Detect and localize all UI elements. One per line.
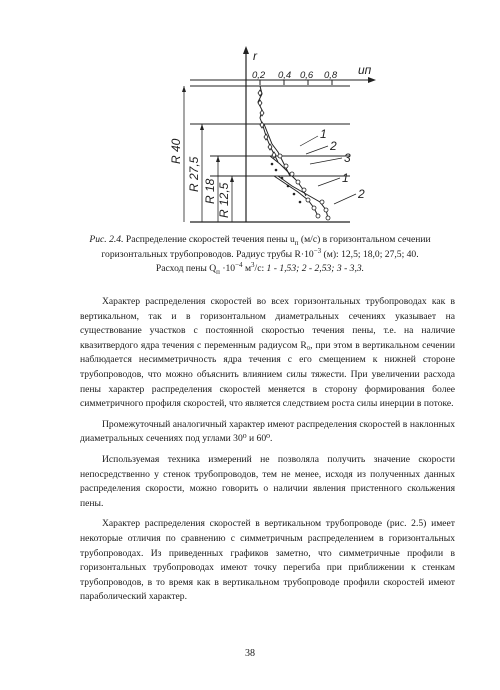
circle-marker [284, 164, 288, 168]
profile-r12-b [278, 176, 328, 218]
curve-label: 2 [358, 187, 365, 201]
leader-line [318, 178, 340, 186]
caption-text: ·10 [219, 263, 236, 274]
radius-label-r27: R 27,5 [187, 156, 201, 192]
dim-arrow [182, 86, 186, 92]
circle-marker [296, 180, 300, 184]
dot-marker [293, 193, 296, 196]
caption-sub: п [294, 238, 299, 247]
u-axis-label: uп [358, 63, 372, 77]
radius-label-r12: R 12,5 [217, 182, 231, 218]
caption-text: горизонтальных трубопроводов. Радиус трубы R·10 [101, 248, 314, 260]
dot-marker [287, 185, 290, 188]
r-axis-arrow [243, 46, 249, 54]
caption-text: (м/с) в горизонтальном сечении [298, 234, 431, 245]
dim-arrow [216, 156, 220, 162]
circle-marker [316, 214, 320, 218]
dim-arrow [200, 124, 204, 130]
caption-line-2 [70, 248, 450, 263]
leader-line [334, 194, 356, 204]
caption-text: Распределение скоростей течения пены u [125, 234, 295, 245]
page-number: 38 [245, 648, 255, 659]
circle-marker [326, 216, 330, 220]
curve-label: 2 [330, 139, 337, 153]
figure-caption [70, 233, 450, 277]
dot-marker [275, 169, 278, 172]
leader-line [306, 146, 328, 154]
circle-marker [312, 206, 316, 210]
circle-marker [306, 198, 310, 202]
circle-marker [320, 200, 324, 204]
dot-marker [281, 177, 284, 180]
velocity-figure [150, 44, 390, 240]
dot-marker [299, 201, 302, 204]
u-tick-label: 0,2 [252, 70, 266, 81]
dim-arrow [230, 176, 234, 182]
u-tick-label: 0,8 [324, 70, 338, 81]
u-tick-label: 0,4 [278, 70, 292, 81]
paragraph: Характер распределения скоростей во всех горизонтальных трубопроводах как в вертикальном, так и в горизонтальном диаметральных сечениях указывает на существование участков с постоянной скоростью течения пены, т.е. на наличие квазитвердого ядра течения с переменным радиусом R₀, при этом в вертикальном сечении наблюдается несимметричность ядра течения с его смещением к нижней стороне трубопроводов, что можно объяснить влиянием силы тяжести. При увеличении расхода пены характер распределения скоростей меняется в сторону формирования более симметричного профиля скоростей, что является следствием роста силы инерции в потоке. [80, 296, 455, 410]
caption-text: м [242, 263, 252, 274]
leader-line [300, 136, 318, 146]
circle-marker [324, 208, 328, 212]
circle-marker [302, 188, 306, 192]
caption-sup: −3 [313, 246, 322, 255]
caption-flow-values: 1 - 1,53; 2 - 2,53; 3 - 3,3. [266, 263, 365, 274]
caption-sup: 3 [251, 260, 255, 269]
caption-text: Расход пены Q [155, 263, 217, 274]
u-axis-arrow [368, 77, 376, 83]
curve-label: 1 [342, 171, 349, 185]
leader-line [310, 158, 342, 164]
caption-line-3 [70, 262, 450, 277]
body-text [80, 295, 455, 611]
radius-label-r40: R 40 [169, 138, 183, 164]
caption-text: (м): 12,5; 18,0; 27,5; 40. [321, 248, 419, 260]
u-tick-label: 0,6 [300, 70, 314, 81]
caption-text: /с: [254, 263, 267, 274]
paragraph: Характер распределения скоростей в вертикальном трубопроводе (рис. 2.5) имеет некоторые отличия по сравнению с симметричным распределением в горизонтальных трубопроводах. Из приведенных графиков заметно, что симметричные профили в горизонтальных трубопроводах имеют точку перегиба при приближении к стенкам трубопроводов, в то время как в вертикальном трубопроводе профили скоростей имеют параболический характер. [80, 518, 455, 603]
caption-line-1 [70, 233, 450, 248]
caption-sub: п [216, 267, 220, 276]
curve-label: 3 [344, 151, 351, 165]
paragraph: Промежуточный аналогичный характер имеют распределения скоростей в наклонных диаметральных сечениях под углами 30⁰ и 60⁰. [80, 418, 455, 445]
caption-fig-number: Рис. 2.4. [89, 234, 124, 245]
caption-sup: −4 [235, 260, 243, 269]
curve-label: 1 [320, 127, 327, 141]
r-axis-label: r [253, 49, 257, 63]
velocity-diagram [150, 44, 390, 240]
circle-marker [278, 154, 282, 158]
radius-label-r18: R 18 [203, 178, 217, 204]
profile-markers [258, 90, 330, 220]
paragraph: Используемая техника измерений не позволяла получить значение скорости непосредственно у стенок трубопроводов, тем не менее, исходя из полученных данных распределения скорости, можно говорить о наличии явления пристенного скольжения пены. [80, 453, 455, 509]
dot-marker [271, 163, 274, 166]
circle-marker [290, 172, 294, 176]
